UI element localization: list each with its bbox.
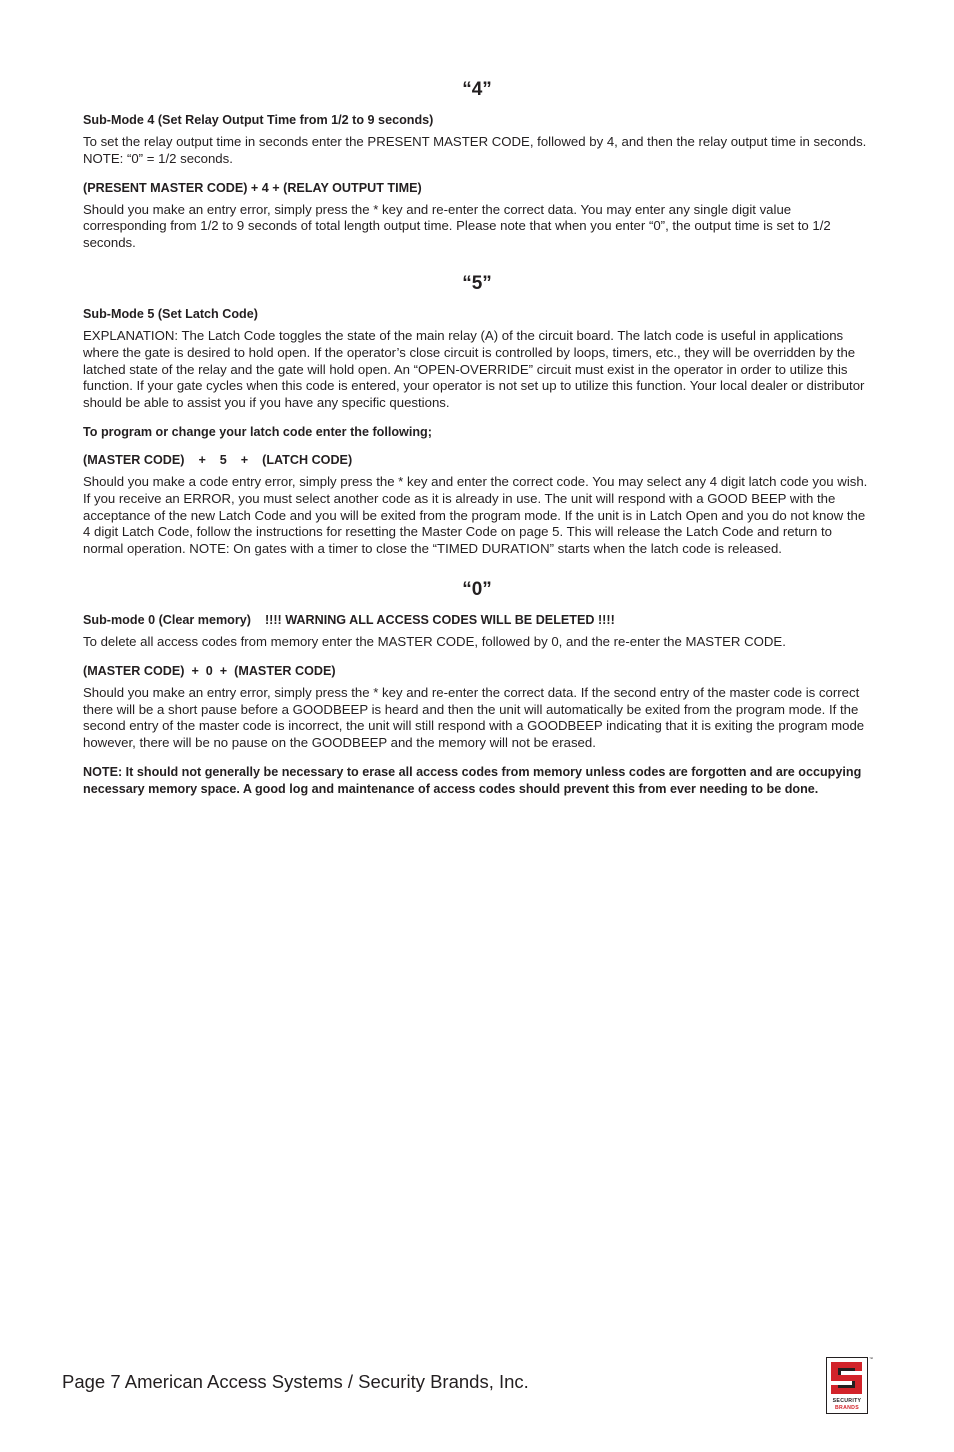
logo-text-brands: BRANDS <box>835 1405 859 1411</box>
submode-5-explanation: EXPLANATION: The Latch Code toggles the state of the main relay (A) of the circuit board. The latch code is useful in applications where the gate is desired to hold open. If the operator’s close circuit is controlled by loops, timers, etc., they will be overridden by the latched state of the relay and the gate will hold open. An “OPEN-OVERRIDE” circuit must exist in the operator in order to utilize this function. If your gate cycles when this code is entered, your operator is not set up to utilize this function. Your local dealer or distributor should be able to assist you if you have any specific questions. <box>83 327 865 411</box>
submode-4-intro: To set the relay output time in seconds enter the PRESENT MASTER CODE, followed by 4, and then the relay output time in seconds. NOTE: “0” = 1/2 seconds. <box>83 134 867 166</box>
submode-0-intro: To delete all access codes from memory enter the MASTER CODE, followed by 0, and the re-enter the MASTER CODE. <box>83 633 786 649</box>
submode-0-note: NOTE: It should not generally be necessary to erase all access codes from memory unless codes are forgotten and are occupying necessary memory space. A good log and maintenance of access codes should prevent this from ever needing to be done. <box>83 764 862 796</box>
section-submode-5 <box>83 270 871 558</box>
section-title-5: “5” <box>462 272 492 294</box>
submode-4-body: Should you make an entry error, simply press the * key and re-enter the correct data. You may enter any single digit value corresponding from 1/2 to 9 seconds of total length output time. Please note that when you enter “0”, the output time is set to 1/2 seconds. <box>83 201 831 251</box>
submode-5-body: Should you make a code entry error, simply press the * key and enter the correct code. You may select any 4 digit latch code you wish. If you receive an ERROR, you must select another code as it is already in use. The unit will respond with a GOOD BEEP with the acceptance of the new Latch Code and you will be exited from the program mode. If the unit is in Latch Open and you do not know the 4 digit Latch Code, follow the instructions for resetting the Master Code on page 5. This will release the Latch Code and return to normal operation. NOTE: On gates with a timer to close the “TIMED DURATION” starts when the latch code is released. <box>83 473 868 557</box>
section-submode-4 <box>83 76 871 252</box>
logo-trademark: ™ <box>869 1356 873 1361</box>
submode-0-body: Should you make an entry error, simply press the * key and re-enter the correct data. If the second entry of the master code is correct there will be a short pause before a GOODBEEP is heard and then the unit will automatically be exited from the program mode. If the second entry of the master code is incorrect, the unit will still respond with a GOODBEEP indicating that it is exiting the program mode however, there will be no pause on the GOODBEEP and the memory will not be erased. <box>83 684 865 751</box>
submode-5-formula: (MASTER CODE) + 5 + (LATCH CODE) <box>83 452 353 467</box>
security-brands-logo <box>826 1357 868 1414</box>
submode-5-heading: Sub-Mode 5 (Set Latch Code) <box>83 306 258 321</box>
section-title-4: “4” <box>462 79 492 100</box>
logo-text-security: SECURITY <box>832 1398 862 1404</box>
submode-5-instruction: To program or change your latch code enter the following; <box>83 424 432 439</box>
manual-page-content <box>83 76 871 798</box>
section-submode-0 <box>83 576 871 798</box>
section-title-0: “0” <box>462 578 492 600</box>
submode-0-heading: Sub-mode 0 (Clear memory) !!!! WARNING ALL ACCESS CODES WILL BE DELETED !!!! <box>83 612 615 627</box>
submode-4-heading: Sub-Mode 4 (Set Relay Output Time from 1/2 to 9 seconds) <box>83 113 434 127</box>
page-footer: Page 7 American Access Systems / Security Brands, Inc. <box>62 1371 529 1392</box>
submode-0-formula: (MASTER CODE) + 0 + (MASTER CODE) <box>83 663 336 678</box>
security-brands-logo-mark <box>827 1358 866 1398</box>
submode-4-formula: (PRESENT MASTER CODE) + 4 + (RELAY OUTPUT TIME) <box>83 180 422 195</box>
